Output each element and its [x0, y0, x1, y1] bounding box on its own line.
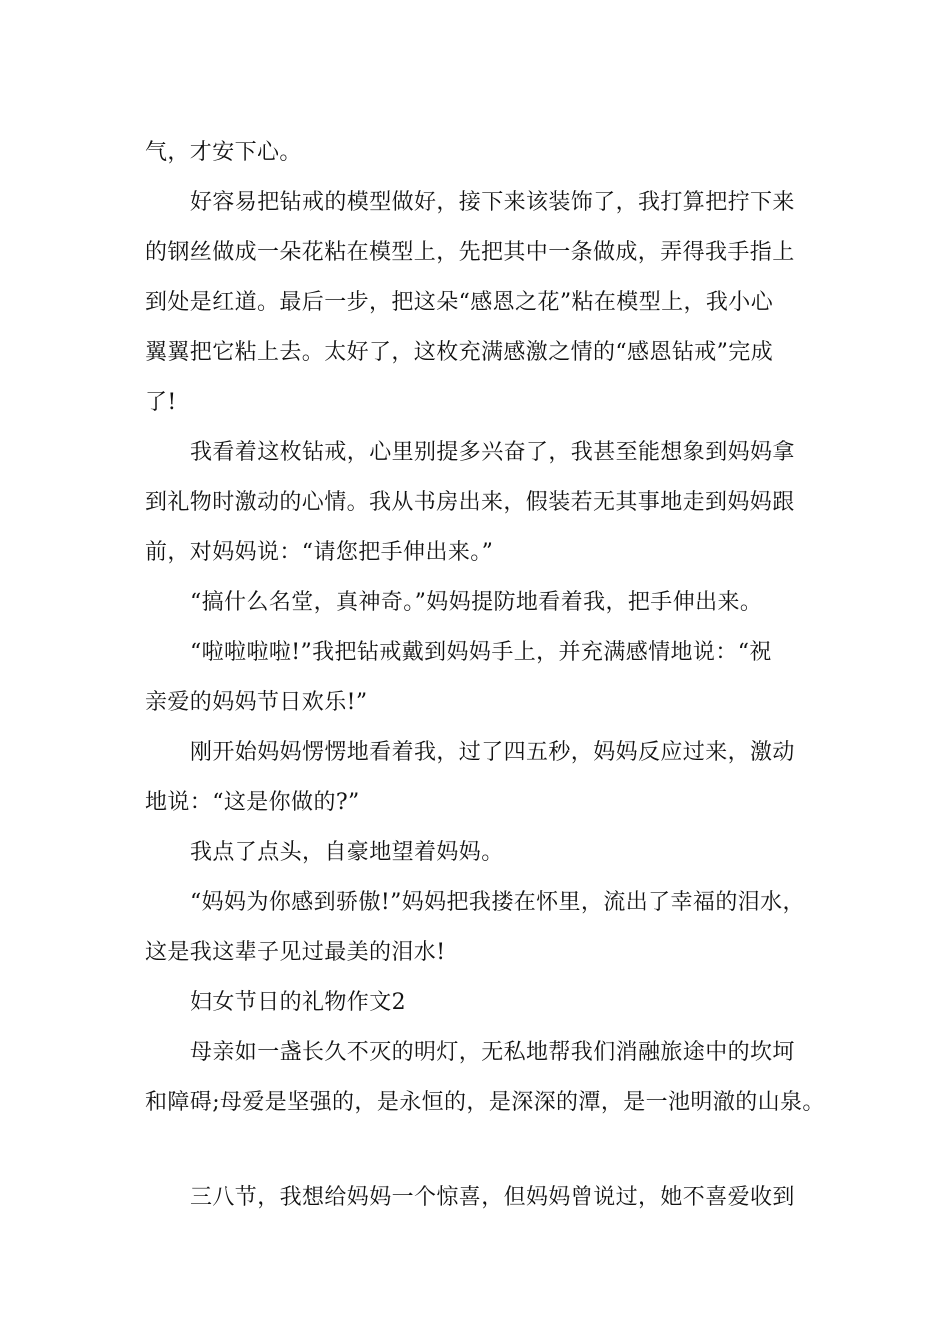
- text-line: 和障碍;母爱是坚强的，是永恒的，是深深的潭，是一池明澈的山泉。: [145, 1090, 825, 1115]
- text-line: 到处是红道。最后一步，把这朵“感恩之花”粘在模型上，我小心: [145, 290, 774, 315]
- text-line: 到礼物时激动的心情。我从书房出来，假装若无其事地走到妈妈跟: [145, 490, 795, 515]
- text-line: 三八节，我想给妈妈一个惊喜，但妈妈曾说过，她不喜爱收到: [190, 1185, 795, 1210]
- text-line: “啦啦啦啦!”我把钻戒戴到妈妈手上，并充满感情地说：“祝: [190, 640, 772, 665]
- text-line: 母亲如一盏长久不灭的明灯，无私地帮我们消融旅途中的坎坷: [190, 1040, 795, 1065]
- text-line: 的钢丝做成一朵花粘在模型上，先把其中一条做成，弄得我手指上: [145, 240, 795, 265]
- text-line: 刚开始妈妈愣愣地看着我，过了四五秒，妈妈反应过来，激动: [190, 740, 795, 765]
- section-heading: 妇女节日的礼物作文2: [190, 990, 406, 1015]
- text-line: 我看着这枚钻戒，心里别提多兴奋了，我甚至能想象到妈妈拿: [190, 440, 795, 465]
- text-line: 我点了点头，自豪地望着妈妈。: [190, 840, 504, 865]
- text-line: 了!: [145, 390, 177, 415]
- text-line: “妈妈为你感到骄傲!”妈妈把我搂在怀里，流出了幸福的泪水，: [190, 890, 805, 915]
- text-line: 地说：“这是你做的?”: [145, 790, 360, 815]
- text-line: 这是我这辈子见过最美的泪水!: [145, 940, 446, 965]
- text-line: “搞什么名堂，真神奇。”妈妈提防地看着我，把手伸出来。: [190, 590, 763, 615]
- text-line: 气，才安下心。: [145, 140, 302, 165]
- text-line: 亲爱的妈妈节日欢乐!”: [145, 690, 368, 715]
- text-line: 好容易把钻戒的模型做好，接下来该装饰了，我打算把拧下来: [190, 190, 795, 215]
- text-line: 前，对妈妈说：“请您把手伸出来。”: [145, 540, 494, 565]
- text-line: 翼翼把它粘上去。太好了，这枚充满感激之情的“感恩钻戒”完成: [145, 340, 774, 365]
